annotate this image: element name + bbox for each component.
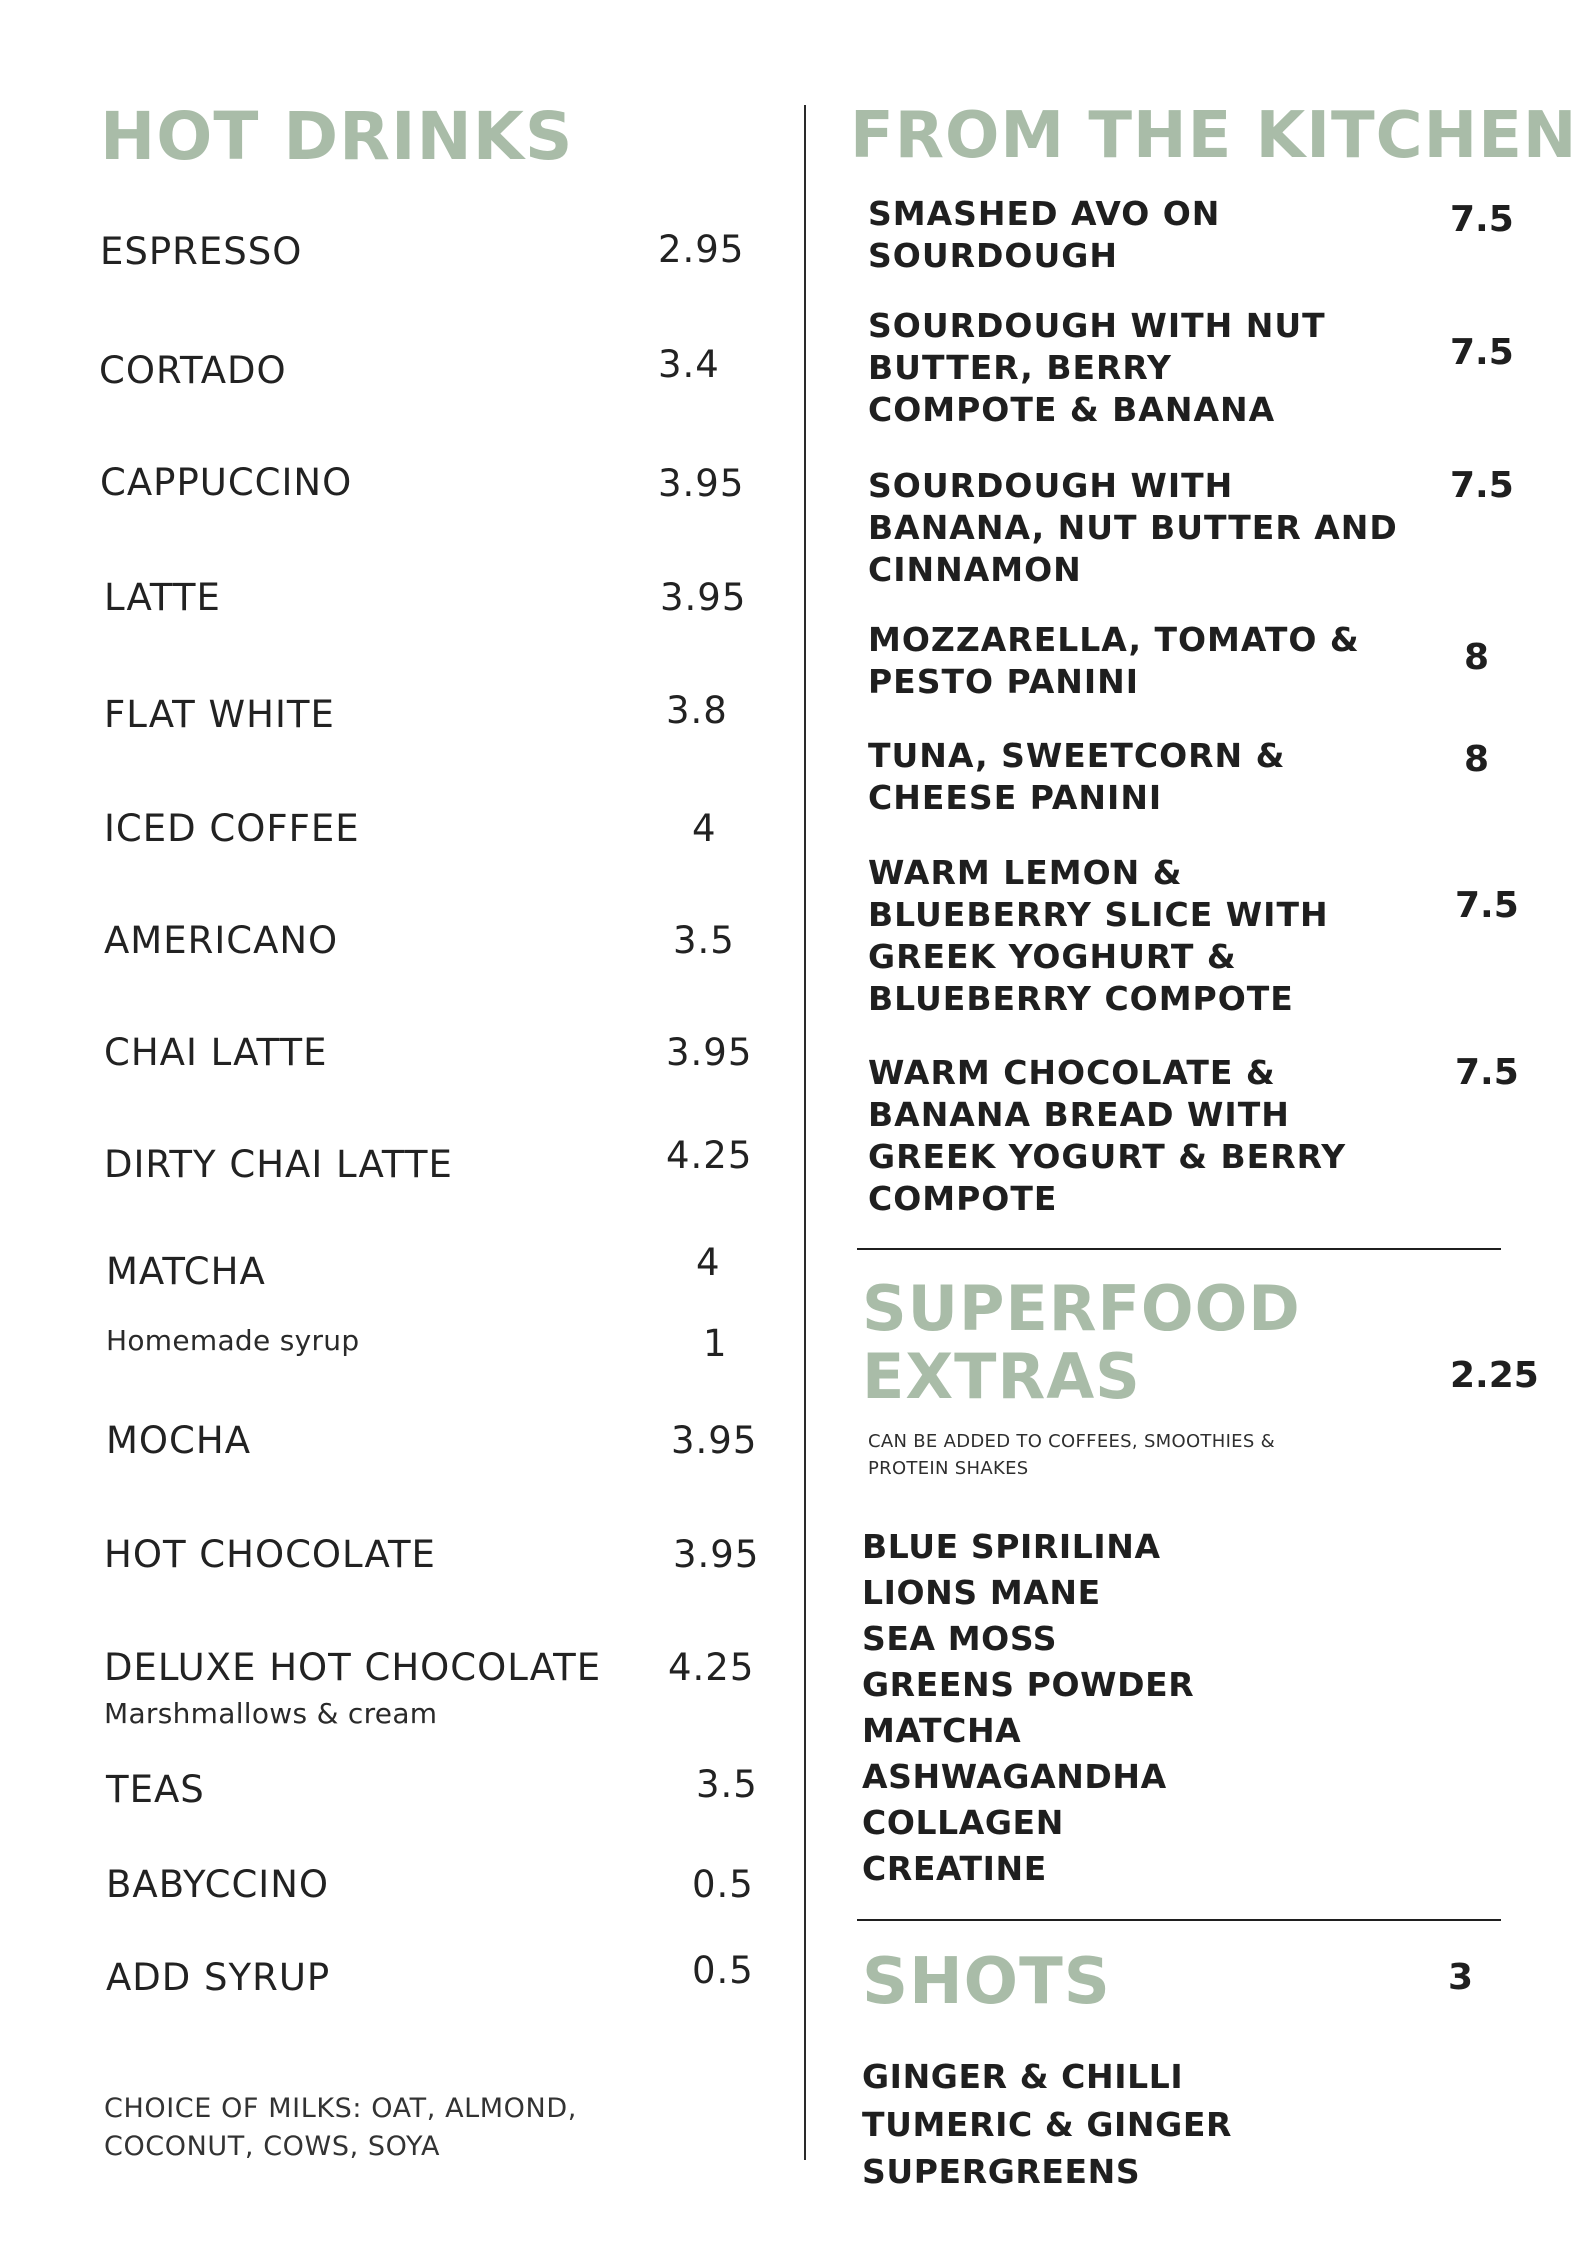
drink-price: 3.95 xyxy=(660,576,747,619)
drink-price: 3.5 xyxy=(673,919,735,962)
drink-name: Homemade syrup xyxy=(106,1324,360,1357)
superfood-item: ASHWAGANDHA xyxy=(862,1757,1167,1796)
drink-price: 4.25 xyxy=(668,1646,755,1689)
food-name-line: COMPOTE xyxy=(868,1179,1058,1218)
food-name xyxy=(868,619,1398,703)
shot-item: GINGER & CHILLI xyxy=(862,2057,1184,2096)
food-name-line: COMPOTE & BANANA xyxy=(868,390,1276,429)
drink-price: 3.8 xyxy=(666,689,728,732)
food-name xyxy=(868,852,1398,1020)
drink-name: FLAT WHITE xyxy=(104,693,335,736)
superfood-item: GREENS POWDER xyxy=(862,1665,1195,1704)
drink-price: 4.25 xyxy=(666,1134,753,1177)
superfood-item: LIONS MANE xyxy=(862,1573,1101,1612)
food-name-line: BUTTER, BERRY xyxy=(868,348,1172,387)
food-name-line: WARM LEMON & xyxy=(868,853,1183,892)
superfood-item: CREATINE xyxy=(862,1849,1047,1888)
drink-name: ESPRESSO xyxy=(100,230,303,273)
drink-price: 1 xyxy=(703,1322,728,1365)
drink-name: ICED COFFEE xyxy=(104,807,360,850)
drink-price: 0.5 xyxy=(692,1949,754,1992)
food-name-line: SMASHED AVO ON xyxy=(868,194,1221,233)
superfood-item: COLLAGEN xyxy=(862,1803,1064,1842)
drink-name: HOT CHOCOLATE xyxy=(104,1533,436,1576)
section-divider xyxy=(857,1248,1501,1250)
food-name-line: PESTO PANINI xyxy=(868,662,1140,701)
food-name-line: TUNA, SWEETCORN & xyxy=(868,736,1286,775)
drink-name: MATCHA xyxy=(106,1250,266,1293)
section-divider xyxy=(857,1919,1501,1921)
drink-price: 0.5 xyxy=(692,1863,754,1906)
drink-price: 3.95 xyxy=(658,462,745,505)
food-price: 7.5 xyxy=(1450,465,1514,506)
food-name-line: CINNAMON xyxy=(868,550,1082,589)
drink-name: CHAI LATTE xyxy=(104,1031,328,1074)
drink-price: 3.95 xyxy=(666,1031,753,1074)
drink-name: ADD SYRUP xyxy=(106,1956,331,1999)
shot-item: TUMERIC & GINGER xyxy=(862,2104,1232,2144)
drink-name: MOCHA xyxy=(106,1419,252,1462)
superfood-item: SEA MOSS xyxy=(862,1619,1058,1658)
superfood-item: BLUE SPIRILINA xyxy=(862,1527,1161,1566)
food-name-line: BLUEBERRY SLICE WITH xyxy=(868,895,1329,934)
shots-price: 3 xyxy=(1448,1957,1474,1998)
drink-note: Marshmallows & cream xyxy=(104,1697,438,1730)
food-price: 8 xyxy=(1464,739,1490,780)
food-price: 7.5 xyxy=(1450,199,1514,240)
food-name-line: GREEK YOGHURT & xyxy=(868,937,1237,976)
superfood-note xyxy=(868,1428,1275,1482)
drink-price: 4 xyxy=(696,1241,721,1284)
superfood-note-line: CAN BE ADDED TO COFFEES, SMOOTHIES & xyxy=(868,1431,1275,1452)
drink-name: BABYCCINO xyxy=(106,1863,330,1906)
food-name-line: SOURDOUGH WITH xyxy=(868,466,1234,505)
food-name-line: MOZZARELLA, TOMATO & xyxy=(868,620,1360,659)
superfood-list xyxy=(862,1524,1194,1892)
food-price: 7.5 xyxy=(1455,1052,1519,1093)
drink-price: 3.95 xyxy=(671,1419,758,1462)
hot-drinks-heading: HOT DRINKS xyxy=(100,98,574,175)
drink-name: LATTE xyxy=(104,576,221,619)
superfood-heading xyxy=(862,1272,1301,1413)
drink-price: 3.95 xyxy=(673,1533,760,1576)
food-name-line: GREEK YOGURT & BERRY xyxy=(868,1137,1347,1176)
food-name xyxy=(868,465,1398,591)
food-name-line: CHEESE PANINI xyxy=(868,778,1163,817)
food-name xyxy=(868,305,1398,431)
superfood-item: MATCHA xyxy=(862,1711,1022,1750)
superfood-heading-line: SUPERFOOD xyxy=(862,1272,1301,1345)
drink-name: AMERICANO xyxy=(104,919,339,962)
drink-price: 3.4 xyxy=(658,343,720,386)
food-price: 8 xyxy=(1464,637,1490,678)
food-name xyxy=(868,193,1398,277)
food-price: 7.5 xyxy=(1455,885,1519,926)
drink-name: TEAS xyxy=(106,1768,205,1811)
food-price: 7.5 xyxy=(1450,332,1514,373)
drink-name: CAPPUCCINO xyxy=(100,461,353,504)
food-name-line: BLUEBERRY COMPOTE xyxy=(868,979,1294,1018)
superfood-note-line: PROTEIN SHAKES xyxy=(868,1458,1029,1479)
food-name-line: WARM CHOCOLATE & xyxy=(868,1053,1276,1092)
drink-price: 4 xyxy=(692,807,717,850)
drink-name: CORTADO xyxy=(99,349,287,392)
superfood-heading-line: EXTRAS xyxy=(862,1340,1141,1413)
drink-name: DELUXE HOT CHOCOLATE xyxy=(104,1646,602,1689)
food-name-line: BANANA BREAD WITH xyxy=(868,1095,1290,1134)
food-name xyxy=(868,735,1398,819)
shots-heading: SHOTS xyxy=(862,1945,1111,2019)
food-name-line: BANANA, NUT BUTTER AND xyxy=(868,508,1398,547)
kitchen-heading: FROM THE KITCHEN xyxy=(850,99,1578,173)
shots-list xyxy=(862,2053,1232,2196)
food-name-line: SOURDOUGH xyxy=(868,236,1118,275)
food-name-line: SOURDOUGH WITH NUT xyxy=(868,306,1326,345)
drink-price: 3.5 xyxy=(696,1763,758,1806)
milk-options-note xyxy=(104,2090,577,2166)
superfood-price: 2.25 xyxy=(1450,1355,1539,1396)
food-name xyxy=(868,1052,1398,1220)
milk-options-line: COCONUT, COWS, SOYA xyxy=(104,2131,441,2162)
column-divider xyxy=(804,105,806,2160)
milk-options-line: CHOICE OF MILKS: OAT, ALMOND, xyxy=(104,2093,577,2124)
shot-item: SUPERGREENS xyxy=(862,2152,1141,2191)
drink-price: 2.95 xyxy=(658,228,745,271)
drink-name: DIRTY CHAI LATTE xyxy=(104,1143,453,1186)
